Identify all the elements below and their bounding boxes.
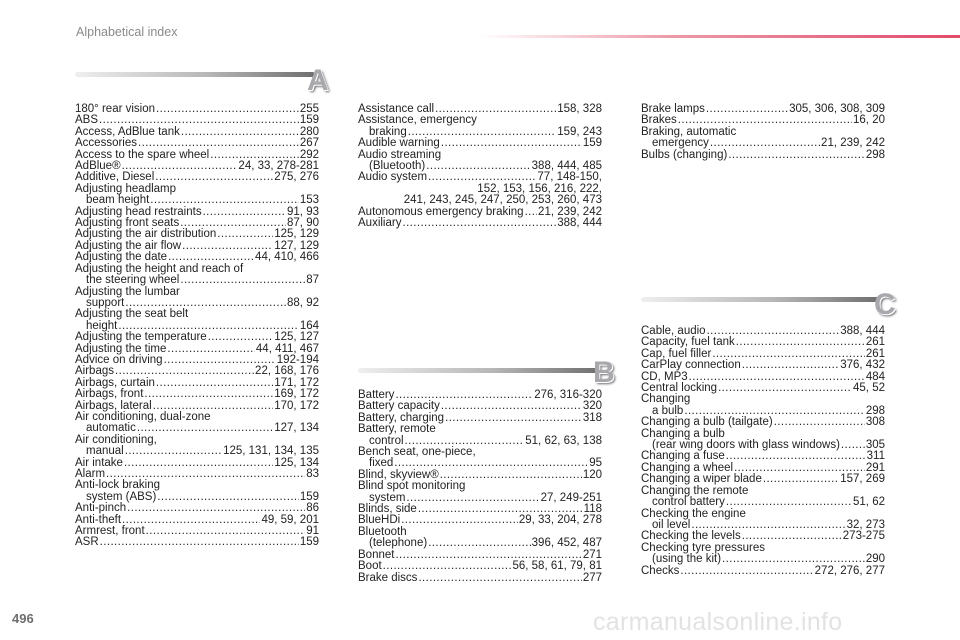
index-entry-text: Checking tyre pressures [641,541,765,554]
index-entry-text: Changing a wheel [641,461,734,474]
dot-leader [441,401,582,412]
index-entry-text: Adjusting the temperature [75,331,207,344]
index-page-numbers: 305, 306, 308, 309 [789,103,885,115]
index-entry-text: Brakes [641,114,677,127]
section-c-divider [641,297,881,302]
index-page-numbers: 21, 239, 242 [821,137,885,150]
dot-leader [402,218,556,229]
index-entry-text: Central locking [641,382,718,395]
index-entry [75,412,319,435]
dot-leader [124,458,273,469]
index-entry [75,264,319,287]
index-entry [358,481,602,504]
index-page-numbers: 118 [583,503,602,516]
index-page-numbers: 91, 93 [287,205,319,218]
index-page-numbers: 291 [865,461,885,474]
index-entry [75,537,319,548]
index-page-numbers: 192-194 [276,353,319,366]
index-entry-text: CD, MP3 [641,370,688,383]
index-page-numbers: 153 [299,194,319,207]
index-entry [641,509,885,532]
index-entry [358,424,602,447]
index-entry-text: Battery capacity [358,400,440,413]
dot-leader [144,389,273,400]
index-entry-page-continuation: 241, 243, 245, 247, 250, 253, 260, 473 [403,194,602,207]
index-page-numbers: 125, 134 [274,456,319,469]
index-entry [358,115,602,138]
index-subentry-text: beam height [86,194,150,207]
index-page-numbers: 320 [582,400,602,413]
header-accent-bar [480,35,960,38]
index-entry [641,360,885,371]
index-entry [358,573,602,584]
index-subentry-text: manual [86,445,124,458]
index-entry-text: Alarm [75,468,106,480]
index-entry-text: Audio system [358,171,428,184]
index-entry-text: Boot [358,560,382,573]
index-entry [641,104,885,115]
dot-leader [525,207,537,218]
index-entry [75,458,319,469]
index-entry-text: Audible warning [358,137,440,150]
index-entry-text: Autonomous emergency braking [358,205,524,218]
index-entry-text: Bluetooth [358,525,407,538]
index-entry-text: Airbags, front [75,388,144,401]
index-page-numbers: 305 [865,439,885,452]
index-entry-text: CarPlay connection [641,359,741,372]
index-page-numbers: 272, 276, 277 [814,564,885,577]
index-entry [75,138,319,149]
index-subentry-text: control [369,434,404,447]
dot-leader [445,413,582,424]
index-page-numbers: 298 [865,148,885,161]
index-page-numbers: 88, 92 [287,296,319,309]
index-entry [75,184,319,207]
index-entry-text: Bench seat, one-piece, [358,446,476,459]
index-entry [75,309,319,332]
index-page-numbers: 51, 62, 63, 138 [525,434,602,447]
dot-leader [841,440,865,451]
index-entry-text: Changing [641,393,691,406]
index-entry [75,104,319,115]
dot-leader [168,252,254,263]
index-column-c-right [641,326,885,577]
index-page-numbers: 16, 20 [853,114,885,127]
dot-leader [418,573,581,584]
dot-leader [180,275,305,286]
dot-leader [208,332,274,343]
index-page-numbers: 169, 172 [274,388,319,401]
dot-leader [156,104,299,115]
index-entry [75,389,319,400]
index-entry [641,394,885,417]
index-entry-text: Airbags, lateral [75,399,152,412]
index-page-numbers: 127, 129 [274,239,319,252]
index-subentry-text: system [369,491,406,504]
index-page-numbers: 125, 129 [274,228,319,241]
dot-leader [774,417,865,428]
index-page-numbers: 27, 249-251 [540,491,602,504]
index-entry-text: Changing a wiper blade [641,473,762,486]
index-entry-text: Advice on driving [75,353,163,366]
index-entry-text: Air intake [75,456,123,469]
dot-leader [736,337,865,348]
index-entry [75,480,319,503]
index-entry-text: Checking the levels [641,530,741,543]
index-page-numbers: 91 [306,525,319,538]
dot-leader [100,537,299,548]
index-entry-text: Adjusting the seat belt [75,308,189,321]
index-page-numbers: 56, 58, 61, 79, 81 [512,560,602,573]
index-entry-text: Blind, skyview® [358,468,439,481]
index-page-numbers: 127, 134 [274,422,319,435]
index-page-numbers: 388, 444 [557,217,602,230]
index-entry-text: Blinds, side [358,503,417,516]
index-page-numbers: 267 [299,137,319,150]
dot-leader [728,150,865,161]
index-column-b-right-top [641,104,885,161]
index-entry-text: Anti-theft [75,513,122,526]
index-page-numbers: 159 [299,536,319,549]
index-page-numbers: 32, 273 [846,518,885,531]
index-entry-text: Access to the spare wheel [75,148,210,161]
index-entry-text: AdBlue® [75,160,121,173]
index-entry [358,447,602,470]
index-entry-text: Cable, audio [641,325,706,337]
index-entry [641,543,885,566]
index-column-b-middle [358,390,602,584]
index-entry-text: Brake discs [358,571,418,584]
index-entry [75,503,319,514]
index-page-numbers: 164 [299,319,319,332]
index-entry-text: Cap, fuel filler [641,347,712,360]
index-entry-text: Airbags [75,365,114,378]
index-page-numbers: 171, 172 [274,376,319,389]
index-page-numbers: 51, 62 [853,496,885,509]
index-page-numbers: 24, 33, 278-281 [238,160,319,173]
index-page-numbers: 95 [589,457,602,470]
index-entry-text: Armrest, front [75,525,145,538]
index-entry-text: Adjusting headlamp [75,182,177,195]
index-subentry-text: (telephone) [369,537,428,550]
dot-leader [138,138,299,149]
index-entry [75,332,319,343]
index-entry [641,429,885,452]
index-page-numbers: 290 [865,553,885,566]
index-page-numbers: 308 [865,416,885,429]
index-page-numbers: 376, 432 [840,359,885,372]
dot-leader [426,161,530,172]
index-entry-text: Braking, automatic [641,125,737,138]
dot-leader [726,451,866,462]
dot-leader [401,515,518,526]
index-page-numbers: 125, 131, 134, 135 [223,445,319,458]
index-entry [641,531,885,542]
index-page-numbers: 276, 316-320 [534,389,602,401]
dot-leader [706,104,788,115]
index-subentry-text: braking [369,125,407,138]
index-entry-text: Adjusting the time [75,342,167,355]
dot-leader [441,138,582,149]
index-page-numbers: 396, 452, 487 [531,537,602,550]
dot-leader [125,446,222,457]
dot-leader [157,492,299,503]
section-b-letter: B [593,356,615,389]
index-page-numbers: 83 [306,468,319,480]
section-a-divider [75,72,315,77]
index-page-numbers: 388, 444 [840,325,885,337]
index-entry [641,150,885,161]
index-page-numbers: 44, 410, 466 [255,251,319,264]
index-entry [641,566,885,577]
index-page-numbers: 159 [299,114,319,127]
index-page-numbers: 275, 276 [274,171,319,184]
index-entry-text: Additive, Diesel [75,171,155,184]
index-entry-text: BlueHDi [358,514,401,527]
index-page-numbers: 87, 90 [287,217,319,230]
dot-leader [137,423,273,434]
index-page-numbers: 49, 59, 201 [261,513,319,526]
index-page-numbers: 280 [299,125,319,138]
index-page-numbers: 125, 127 [274,331,319,344]
dot-leader [722,554,865,565]
page-number: 496 [12,611,34,626]
index-subentry-text: control battery [652,496,725,509]
section-b-divider [358,368,601,373]
index-entry-text: Auxiliary [358,217,402,230]
index-entry-text: Anti-pinch [75,502,127,515]
index-entry [641,417,885,428]
index-entry-text: Audio streaming [358,148,442,161]
index-entry-text: Adjusting front seats [75,217,180,230]
dot-leader [742,531,842,542]
index-entry [358,527,602,550]
index-entry [641,127,885,150]
index-entry-text: Airbags, curtain [75,376,155,389]
index-subentry-text: oil level [652,518,691,531]
index-subentry-text: the steering wheel [86,274,180,287]
index-subentry-text: system (ABS) [86,490,157,503]
index-subentry-text: (using the kit) [652,553,722,566]
index-column-a-middle [358,104,602,229]
dot-leader [203,207,286,218]
index-page-numbers: 261 [865,336,885,349]
index-entry-text: Adjusting the air distribution [75,228,217,241]
index-entry [358,561,602,572]
index-page-numbers: 159 [299,490,319,503]
index-page-numbers: 255 [299,103,319,115]
index-page-numbers: 159, 243 [557,125,602,138]
dot-leader [406,493,539,504]
index-entry-text: Adjusting the height and reach of [75,262,244,275]
dot-leader [428,538,530,549]
index-page-numbers: 318 [582,411,602,424]
index-entry-page-continuation: 152, 153, 156, 216, 222, [477,182,602,195]
index-entry-text: Changing the remote [641,484,749,497]
dot-leader [167,344,254,355]
index-page-numbers: 87 [306,274,319,287]
index-entry-text: Bulbs (changing) [641,148,728,161]
section-a-letter: A [307,64,329,97]
index-entry-text: Adjusting the lumbar [75,285,180,298]
index-entry-text: Access, AdBlue tank [75,125,180,138]
index-page-numbers: 157, 269 [840,473,885,486]
index-entry-text: ABS [75,114,99,127]
dot-leader [383,561,512,572]
index-page-numbers: 77, 148-150, [537,171,602,184]
index-subentry-text: emergency [652,137,709,150]
index-page-numbers: 86 [306,502,319,515]
index-page-numbers: 277 [582,571,602,584]
index-entry-text: Assistance, emergency [358,114,477,127]
section-c-letter: C [874,288,896,321]
index-page-numbers: 484 [865,370,885,383]
dot-leader [217,229,273,240]
index-page-numbers: 261 [865,347,885,360]
index-page-numbers: 21, 239, 242 [538,205,602,218]
index-entry [75,526,319,537]
index-page-numbers: 292 [299,148,319,161]
index-page-numbers: 311 [866,450,885,463]
index-entry-text: Air conditioning, dual-zone [75,410,211,423]
index-entry-text: Battery, remote [358,423,436,436]
page-header-title: Alphabetical index [76,25,178,39]
index-entry [641,474,885,485]
watermark-text: carmanualsonline.info [593,608,843,636]
dot-leader [150,195,299,206]
dot-leader [156,378,273,389]
index-entry-text: Blind spot monitoring [358,480,466,493]
index-entry-text: Changing a fuse [641,450,725,463]
index-entry [641,486,885,509]
index-subentry-text: automatic [86,422,136,435]
index-entry [358,172,602,206]
index-entry-text: Air conditioning, [75,433,157,446]
index-entry-text: Capacity, fuel tank [641,336,735,349]
dot-leader [742,360,840,371]
index-page-numbers: 298 [865,404,885,417]
index-page-numbers: 45, 52 [853,382,885,395]
index-subentry-text: (rear wing doors with glass windows) [652,439,840,452]
index-entry-text: Battery [358,389,395,401]
index-subentry-text: height [86,319,118,332]
index-entry-text: Checks [641,564,680,577]
index-entry-text: Adjusting the air flow [75,239,182,252]
index-entry [358,218,602,229]
index-page-numbers: 388, 444, 485 [531,160,602,173]
dot-leader [680,566,813,577]
index-entry-text: Brake lamps [641,103,705,115]
dot-leader [710,138,820,149]
dot-leader [763,474,839,485]
index-page-numbers: 120 [582,468,602,481]
index-subentry-text: a bulb [652,404,684,417]
index-entry [75,287,319,310]
index-entry [75,252,319,263]
index-page-numbers: 159 [582,137,602,150]
dot-leader [146,526,306,537]
index-page-numbers: 22, 168, 176 [255,365,319,378]
index-entry-text: Adjusting head restraints [75,205,202,218]
dot-leader [718,383,852,394]
index-column-a-left [75,104,319,549]
index-entry-text: ASR [75,536,99,549]
index-entry-text: Accessories [75,137,137,150]
index-entry [358,150,602,173]
index-page-numbers: 158, 328 [557,103,602,115]
index-subentry-text: fixed [369,457,394,470]
index-entry-text: Changing a bulb (tailgate) [641,416,773,429]
index-entry-text: Adjusting the date [75,251,168,264]
index-page-numbers: 273-275 [842,530,885,543]
index-page-numbers: 44, 411, 467 [255,342,319,355]
index-entry-text: Battery, charging [358,411,445,424]
index-page-numbers: 170, 172 [274,399,319,412]
index-entry-text: Bonnet [358,548,395,561]
index-page-numbers: 29, 33, 204, 278 [518,514,602,527]
index-subentry-text: support [86,296,125,309]
index-subentry-text: (Bluetooth) [369,160,426,173]
dot-leader [127,503,305,514]
index-entry-text: Changing a bulb [641,427,725,440]
index-page-numbers: 271 [582,548,602,561]
index-entry-text: 180° rear vision [75,103,156,115]
index-entry [358,138,602,149]
index-entry-text: Checking the engine [641,507,746,520]
index-entry-text: Anti-lock braking [75,479,161,492]
dot-leader [181,127,299,138]
dot-leader [726,497,852,508]
index-entry-text: Assistance call [358,103,435,115]
index-entry [75,435,319,458]
